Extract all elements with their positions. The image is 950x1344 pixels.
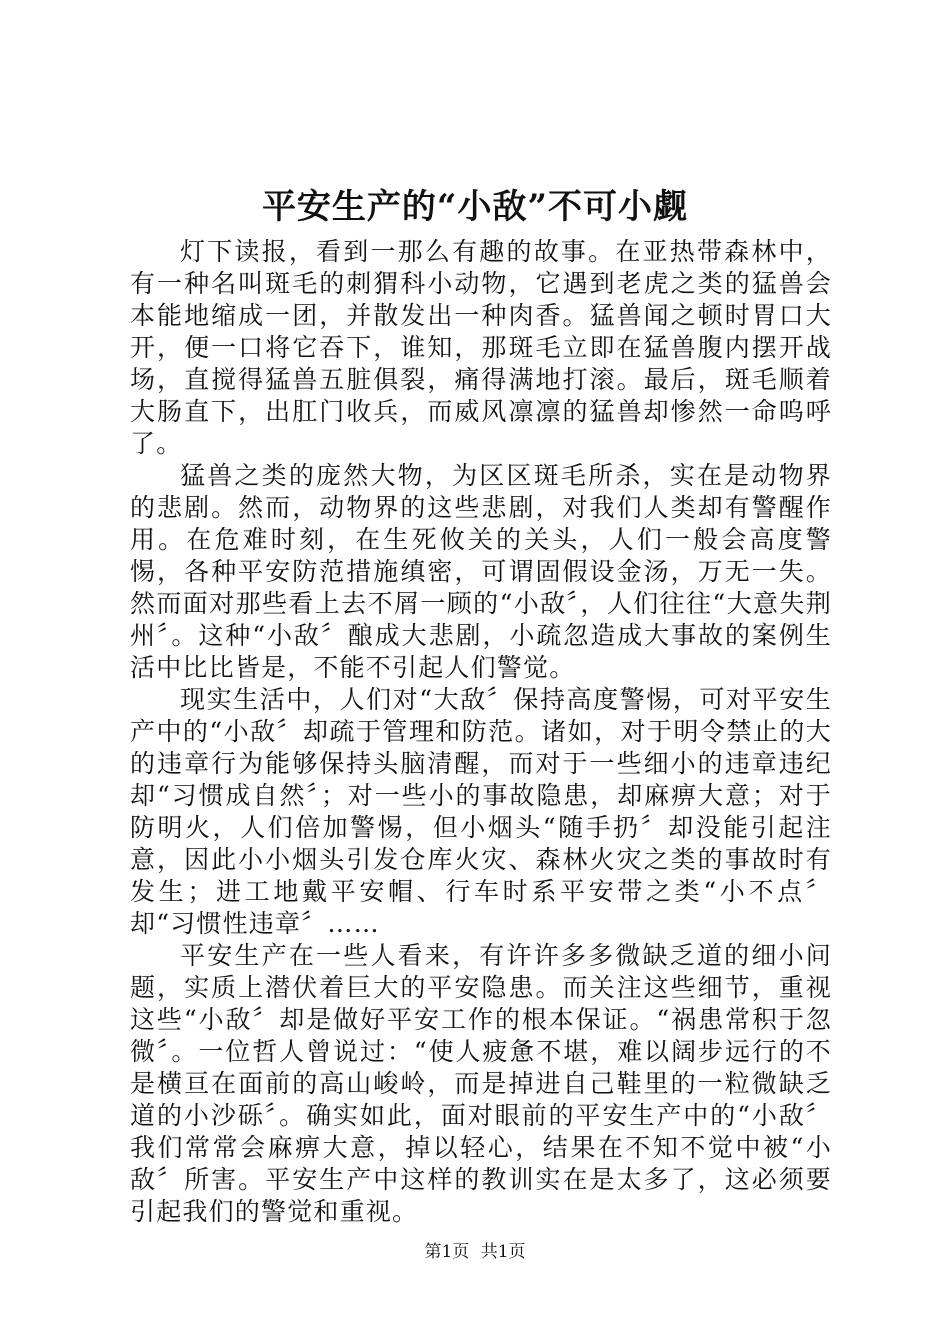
- page-total: 共1页: [480, 1242, 526, 1262]
- paragraph-3: 现实生活中，人们对“大敌〞保持高度警惕，可对平安生产中的“小敌〞却疏于管理和防范。诸如，对于明令禁止的大的违章行为能够保持头脑清醒，而对于一些细小的违章违纪却“习惯成自然〞；对一些小的事故隐患，却麻痹大意；对于防明火，人们倍加警惕，但小烟头“随手扔〞却没能引起注意，因此小小烟头引发仓库火灾、森林火灾之类的事故时有发生；进工地戴平安帽、行车时系平安带之类“小不点〞却“习惯性违章〞……: [130, 685, 832, 938]
- page-footer: [0, 1241, 950, 1263]
- page-number: 第1页: [424, 1242, 470, 1262]
- paragraph-4: 平安生产在一些人看来，有许许多多微缺乏道的细小问题，实质上潜伏着巨大的平安隐患。而关注这些细节，重视这些“小敌〞却是做好平安工作的根本保证。“祸患常积于忽微〞。一位哲人曾说过：“使人疲惫不堪，难以阔步远行的不是横亘在面前的高山峻岭，而是掉进自己鞋里的一粒微缺乏道的小沙砾〞。确实如此，面对眼前的平安生产中的“小敌〞我们常常会麻痹大意，掉以轻心，结果在不知不觉中被“小敌〞所害。平安生产中这样的教训实在是太多了，这必须要引起我们的警觉和重视。: [130, 941, 832, 1226]
- paragraph-2: 猛兽之类的庞然大物，为区区斑毛所杀，实在是动物界的悲剧。然而，动物界的这些悲剧，对我们人类却有警醒作用。在危难时刻，在生死攸关的关头，人们一般会高度警惕，各种平安防范措施缜密，可谓固假设金汤，万无一失。然而面对那些看上去不屑一顾的“小敌〞，人们往往“大意失荆州〞。这种“小敌〞酿成大悲剧，小疏忽造成大事故的案例生活中比比皆是，不能不引起人们警觉。: [130, 461, 832, 682]
- document-title: 平安生产的“小敌”不可小觑: [261, 187, 689, 227]
- paragraph-1: 灯下读报，看到一那么有趣的故事。在亚热带森林中，有一种名叫斑毛的刺猬科小动物，它遇到老虎之类的猛兽会本能地缩成一团，并散发出一种肉香。猛兽闻之顿时胃口大开，便一口将它吞下，谁知，那斑毛立即在猛兽腹内摆开战场，直搅得猛兽五脏俱裂，痛得满地打滚。最后，斑毛顺着大肠直下，出肛门收兵，而威风凛凛的猛兽却惨然一命呜呼了。: [130, 237, 832, 458]
- document-body: [130, 236, 832, 1228]
